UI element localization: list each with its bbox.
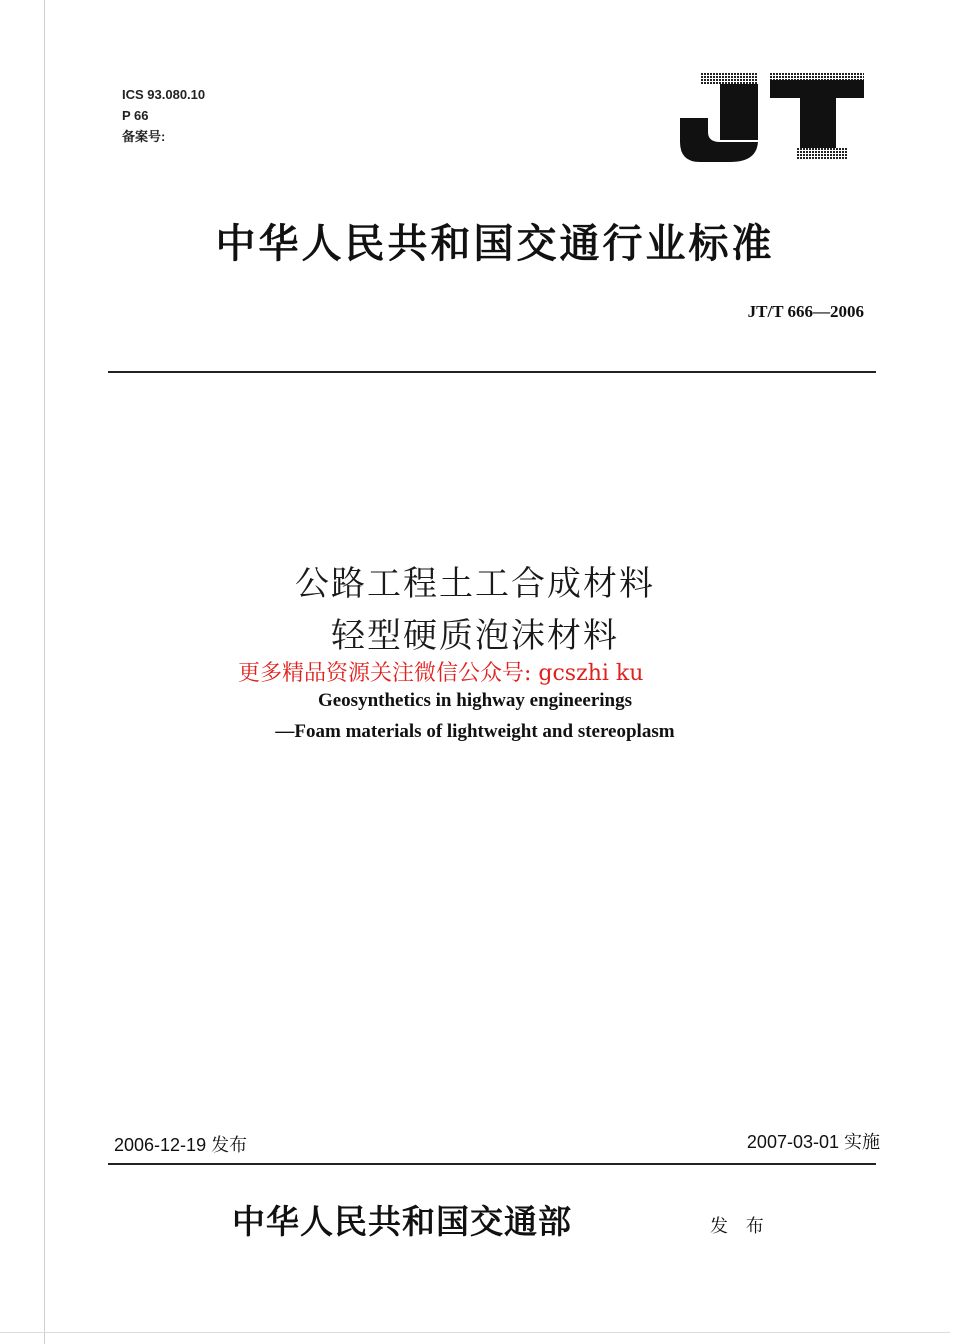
record-number-label: 备案号: <box>122 129 166 144</box>
logo-t-stem <box>800 98 836 148</box>
ics-code: ICS 93.080.10 <box>122 87 206 102</box>
title-cn-line1: 公路工程土工合成材料 <box>295 564 655 604</box>
logo-letters: JT <box>880 270 882 271</box>
title-cn-line2: 轻型硬质泡沫材料 <box>331 616 619 656</box>
logo-j-top-bar <box>700 72 758 84</box>
header-rule <box>108 371 876 373</box>
standard-number: JT/T 666—2006 <box>747 302 864 321</box>
issue-date: 2006-12-19 发布 <box>114 1135 248 1155</box>
footer-rule <box>108 1163 876 1165</box>
publish-verb: 发 布 <box>710 1216 770 1237</box>
classification-block <box>122 84 205 147</box>
title-en-line1: Geosynthetics in highway engineerings <box>317 690 633 711</box>
implementation-date: 2007-03-01 实施 <box>746 1132 880 1152</box>
page-left-edge <box>44 0 45 1344</box>
category-code: P 66 <box>122 108 149 123</box>
publisher-name: 中华人民共和国交通部 <box>232 1202 572 1241</box>
logo-t-base <box>796 148 848 160</box>
page-bottom-edge <box>0 1332 950 1333</box>
logo-t-dots <box>770 72 864 80</box>
standard-series-title: 中华人民共和国交通行业标准 <box>215 220 775 267</box>
jt-logo <box>680 70 882 271</box>
title-en-line2: —Foam materials of lightweight and stereoplasm <box>275 721 675 742</box>
logo-j-stem <box>720 84 758 140</box>
promo-watermark-text: 更多精品资源关注微信公众号: gcszhi ku <box>238 661 644 686</box>
